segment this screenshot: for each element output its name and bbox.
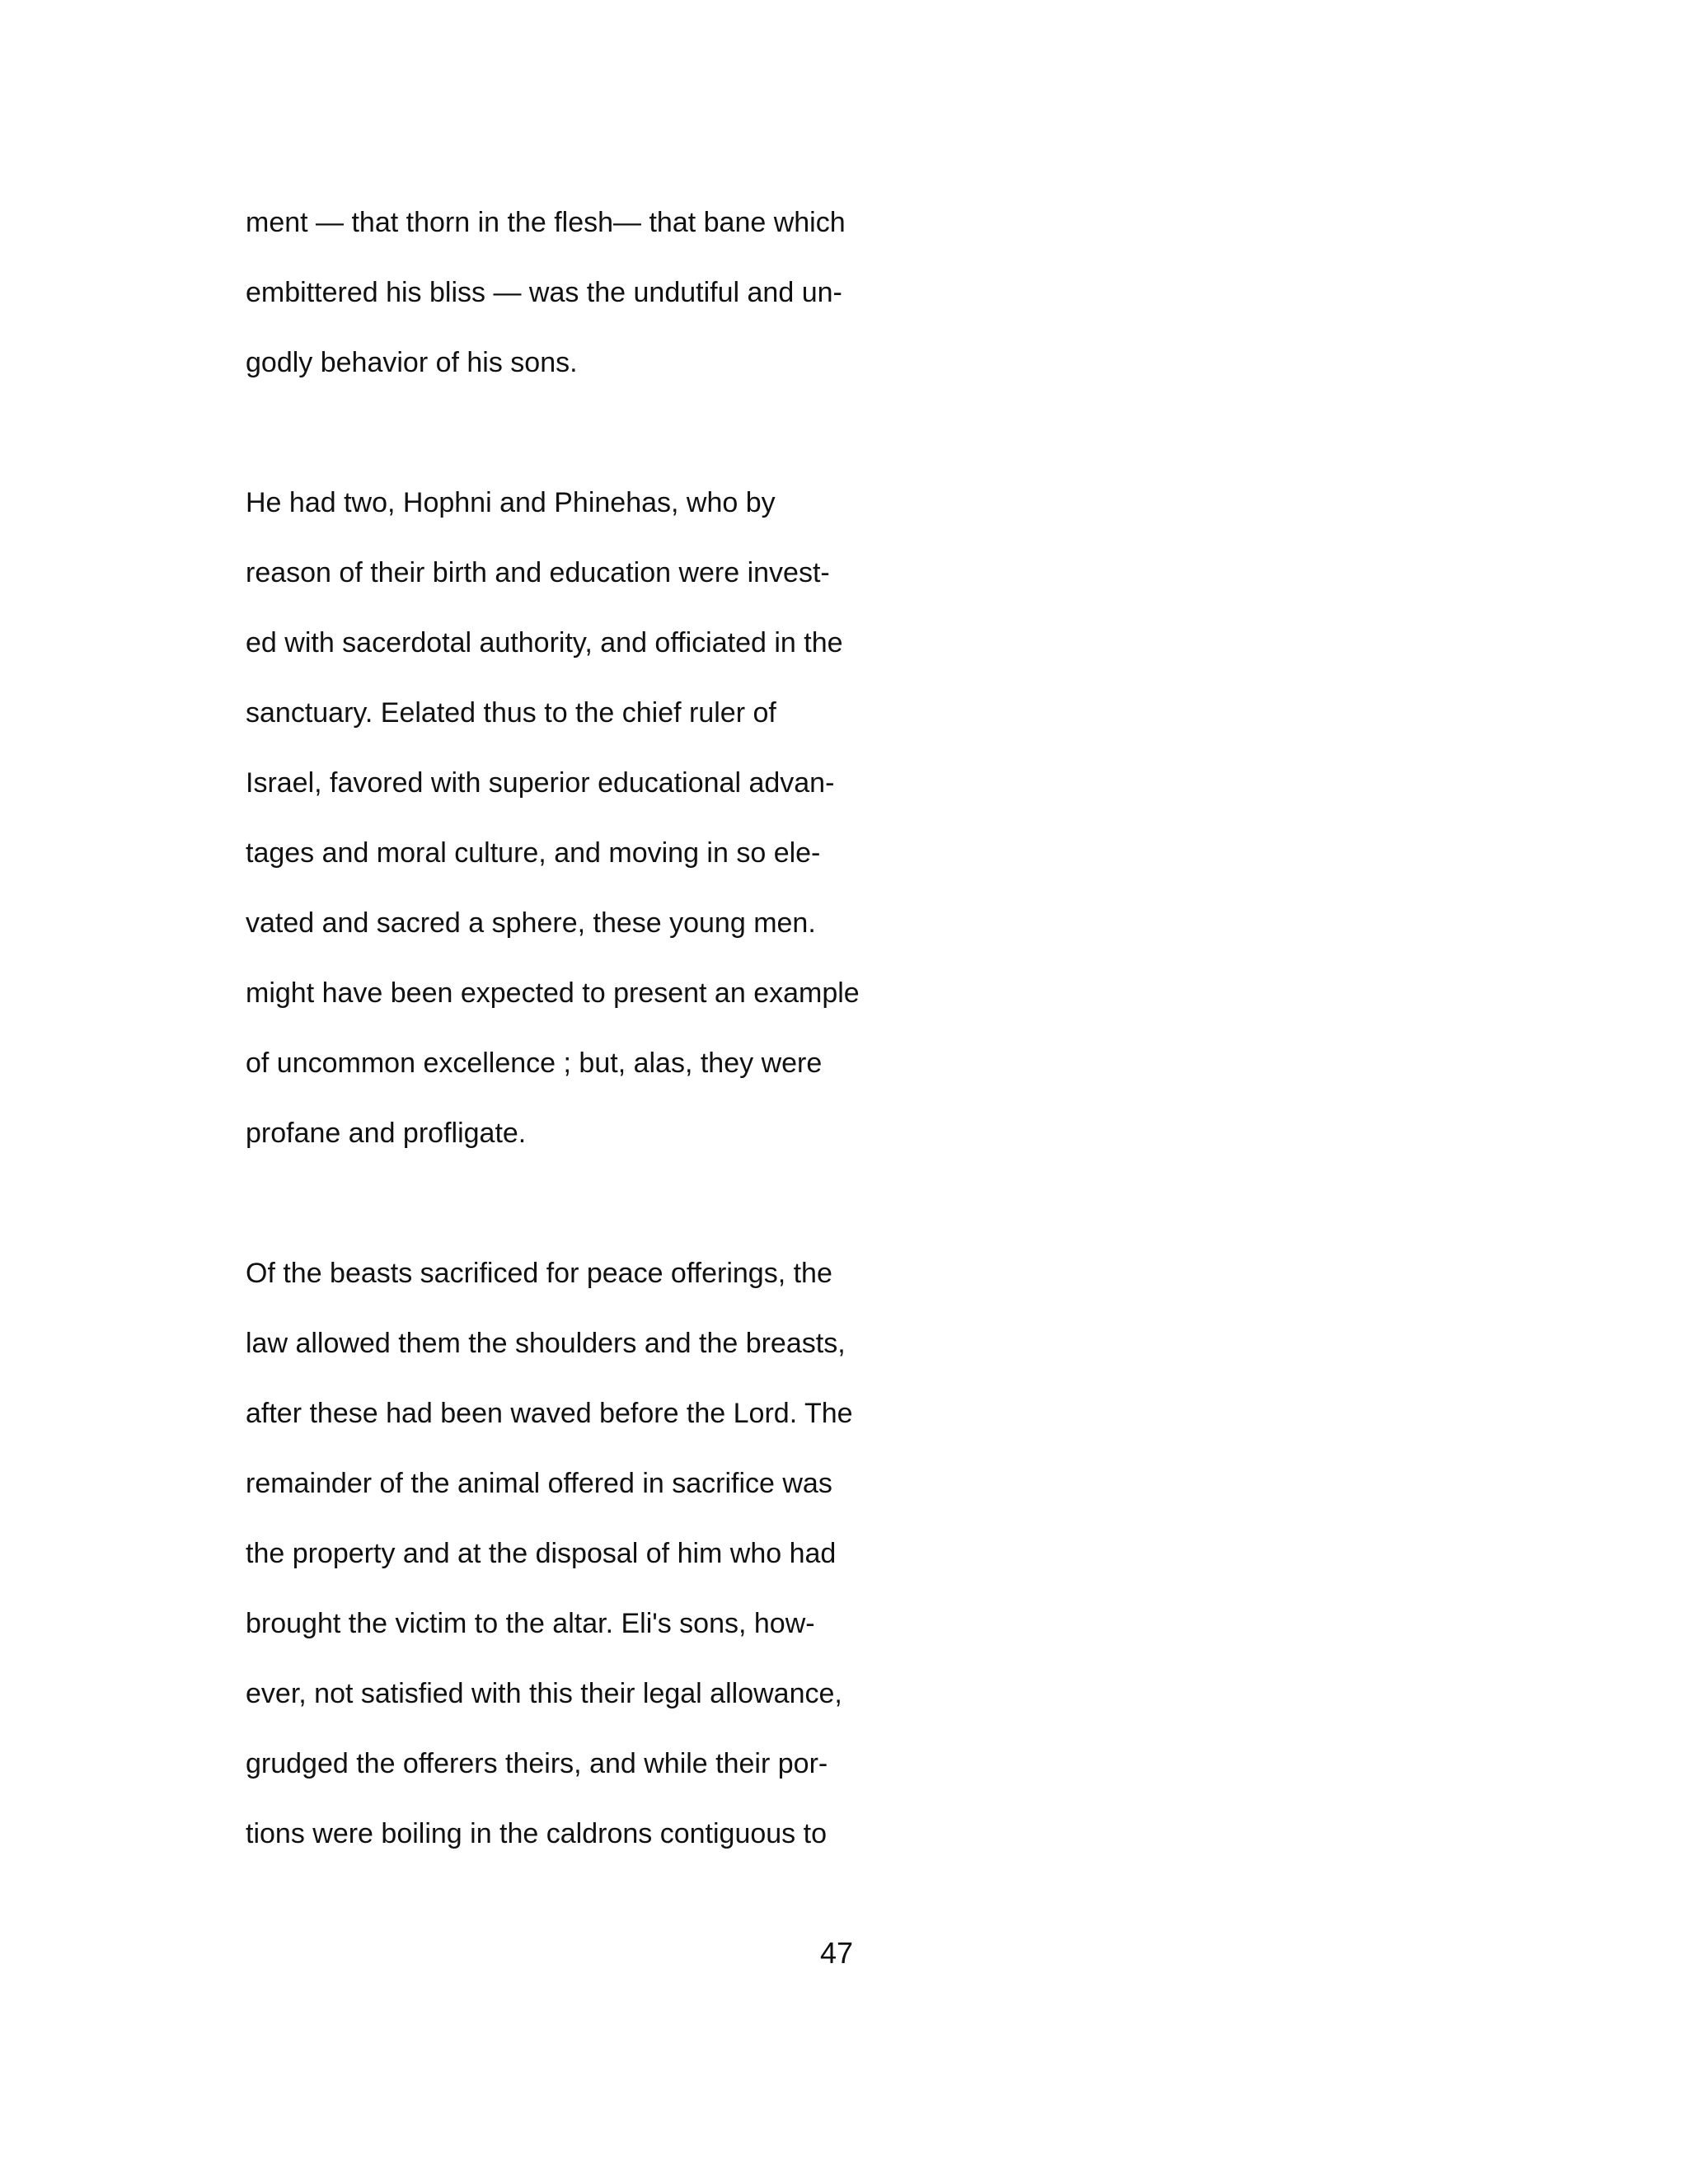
paragraph-spacer xyxy=(246,1169,987,1239)
text-line: tages and moral culture, and moving in so ele- xyxy=(246,837,821,869)
text-line: tions were boiling in the caldrons contiguous to xyxy=(246,1818,827,1849)
text-line: brought the victim to the altar. Eli's sons, how- xyxy=(246,1608,815,1639)
page-number: 47 xyxy=(819,1936,854,1970)
text-line: grudged the offerers theirs, and while their por- xyxy=(246,1748,828,1779)
text-line: remainder of the animal offered in sacrifice was xyxy=(246,1468,832,1499)
text-line: reason of their birth and education were invest- xyxy=(246,557,830,588)
paragraph-2 xyxy=(246,468,987,1169)
text-line: profane and profligate. xyxy=(246,1118,527,1149)
text-line: might have been expected to present an example xyxy=(246,977,860,1009)
text-line: ed with sacerdotal authority, and officiated in the xyxy=(246,627,843,658)
body-text xyxy=(246,188,987,1869)
text-line: He had two, Hophni and Phinehas, who by xyxy=(246,487,776,518)
text-line: sanctuary. Eelated thus to the chief ruler of xyxy=(246,697,776,729)
paragraph-1 xyxy=(246,188,987,398)
text-line: Israel, favored with superior educational advan- xyxy=(246,767,835,799)
text-line: of uncommon excellence ; but, alas, they were xyxy=(246,1047,823,1079)
text-line: vated and sacred a sphere, these young men. xyxy=(246,907,816,939)
text-line: after these had been waved before the Lord. The xyxy=(246,1398,853,1429)
text-line: embittered his bliss — was the undutiful and un- xyxy=(246,277,842,308)
text-line: ever, not satisfied with this their legal allowance, xyxy=(246,1678,842,1709)
text-line: Of the beasts sacrificed for peace offerings, the xyxy=(246,1258,832,1289)
text-line: ment — that thorn in the flesh— that bane which xyxy=(246,207,846,238)
text-line: the property and at the disposal of him who had xyxy=(246,1538,837,1569)
text-line: law allowed them the shoulders and the breasts, xyxy=(246,1328,846,1359)
text-line: godly behavior of his sons. xyxy=(246,347,578,378)
paragraph-spacer xyxy=(246,398,987,468)
paragraph-3 xyxy=(246,1239,987,1869)
